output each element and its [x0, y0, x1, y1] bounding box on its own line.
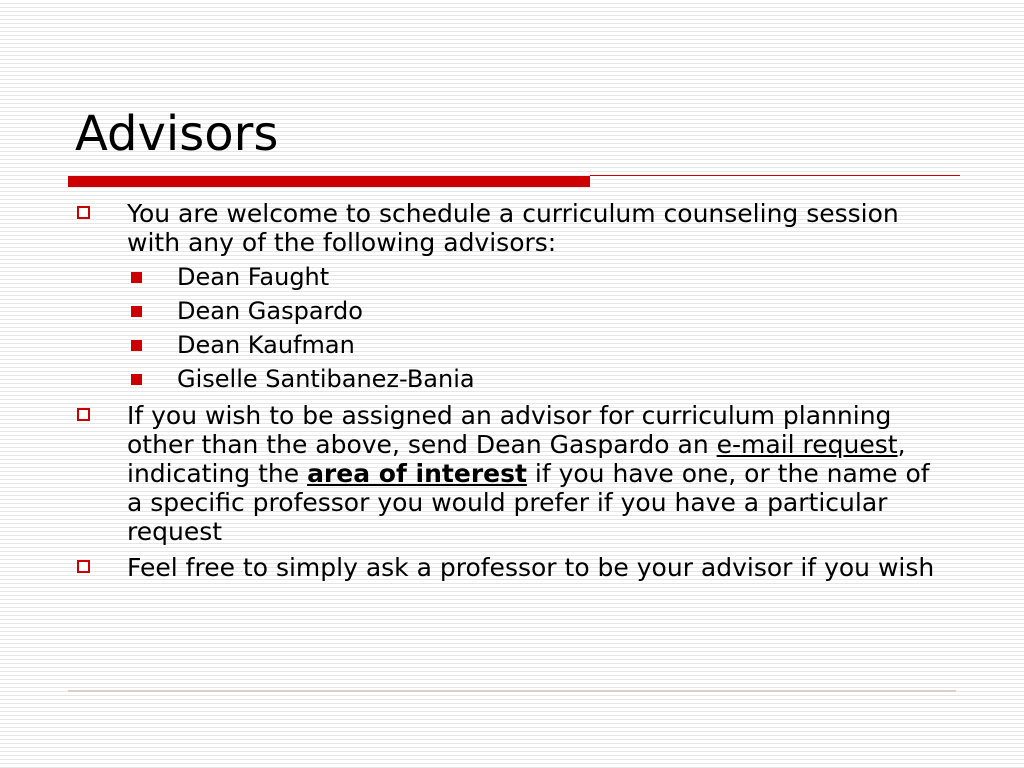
bullet-ask-professor [0, 553, 942, 582]
advisor-list [0, 263, 1024, 394]
slide-body [0, 199, 1024, 582]
bullet-text: Feel free to simply ask a professor to be your advisor if you wish [127, 553, 935, 582]
advisor-name: Dean Kaufman [177, 331, 355, 359]
advisor-name: Dean Gaspardo [177, 297, 363, 325]
title-underline-thick [68, 176, 590, 187]
bullet-text-after: if you have one, or the name of a specific professor you would prefer if you have a particular request [127, 459, 930, 546]
advisor-item [0, 297, 1024, 326]
hollow-square-bullet-icon [77, 206, 90, 219]
title-underline-thin [590, 175, 960, 176]
bullet-text: You are welcome to schedule a curriculum counseling session with any of the following advisors: [127, 199, 899, 257]
bullet-text-middle: , indicating the [127, 430, 906, 488]
advisor-name: Dean Faught [177, 263, 330, 291]
filled-square-bullet-icon [131, 374, 142, 385]
advisor-item [0, 263, 1024, 292]
filled-square-bullet-icon [131, 272, 142, 283]
advisor-name: Giselle Santibanez-Bania [177, 365, 475, 393]
hollow-square-bullet-icon [77, 560, 90, 573]
advisor-item [0, 365, 1024, 394]
footer-divider [68, 690, 956, 692]
filled-square-bullet-icon [131, 340, 142, 351]
hollow-square-bullet-icon [77, 408, 90, 421]
area-of-interest-text: area of interest [307, 459, 527, 488]
bullet-schedule-session [0, 199, 942, 257]
advisor-item [0, 331, 1024, 360]
bullet-text-before-link: If you wish to be assigned an advisor for curriculum planning other than the above, send Dean Gaspardo an [127, 401, 892, 459]
bullet-assign-advisor [0, 401, 942, 546]
slide-title: Advisors [75, 106, 279, 162]
email-request-link[interactable]: e-mail request [716, 430, 898, 459]
filled-square-bullet-icon [131, 306, 142, 317]
